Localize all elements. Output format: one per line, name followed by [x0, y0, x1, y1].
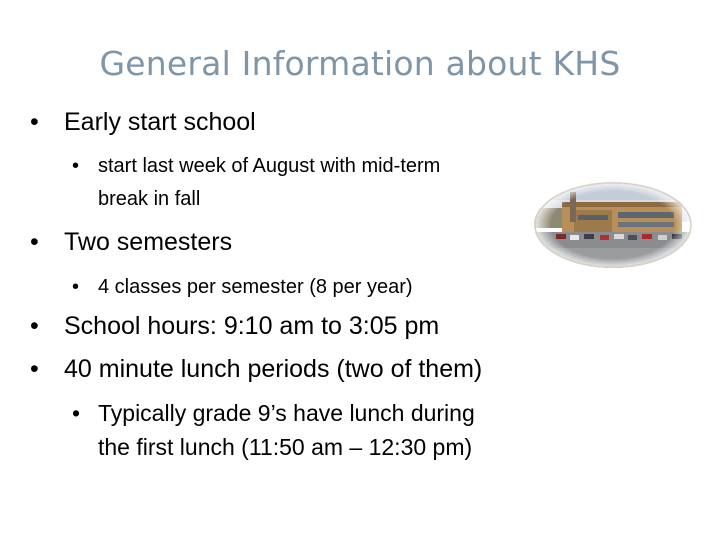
sub-bullet-continuation: break in fall — [98, 188, 201, 210]
bullet-text: Two semesters — [64, 228, 233, 256]
sub-bullet-continuation: the first lunch (11:50 am – 12:30 pm) — [98, 434, 473, 460]
slide-title: General Information about KHS — [99, 44, 621, 83]
bullet-item-lunch-periods — [30, 355, 482, 384]
bullet-item-early-start — [30, 108, 256, 137]
bullet-marker: • — [72, 276, 80, 298]
bullet-text: Typically grade 9’s have lunch during — [98, 400, 475, 426]
bullet-item-school-hours — [30, 312, 439, 341]
sub-bullet-item-start-august — [72, 155, 440, 178]
bullet-marker: • — [30, 312, 39, 340]
bullet-marker: • — [72, 155, 80, 177]
bullet-text: Early start school — [64, 108, 256, 136]
bullet-text: School hours: 9:10 am to 3:05 pm — [64, 312, 440, 340]
bullet-marker: • — [30, 108, 39, 136]
bullet-marker: • — [30, 228, 39, 256]
sub-bullet-item-classes — [72, 276, 413, 299]
bullet-text: start last week of August with mid-term — [98, 155, 441, 177]
bullet-text: 4 classes per semester (8 per year) — [98, 276, 413, 298]
bullet-marker: • — [72, 400, 81, 426]
bullet-text: 40 minute lunch periods (two of them) — [64, 355, 483, 383]
bullet-marker: • — [30, 355, 39, 383]
school-building-photo — [534, 182, 692, 268]
bullet-item-two-semesters — [30, 228, 232, 257]
sub-bullet-item-grade-9-lunch — [72, 400, 475, 427]
